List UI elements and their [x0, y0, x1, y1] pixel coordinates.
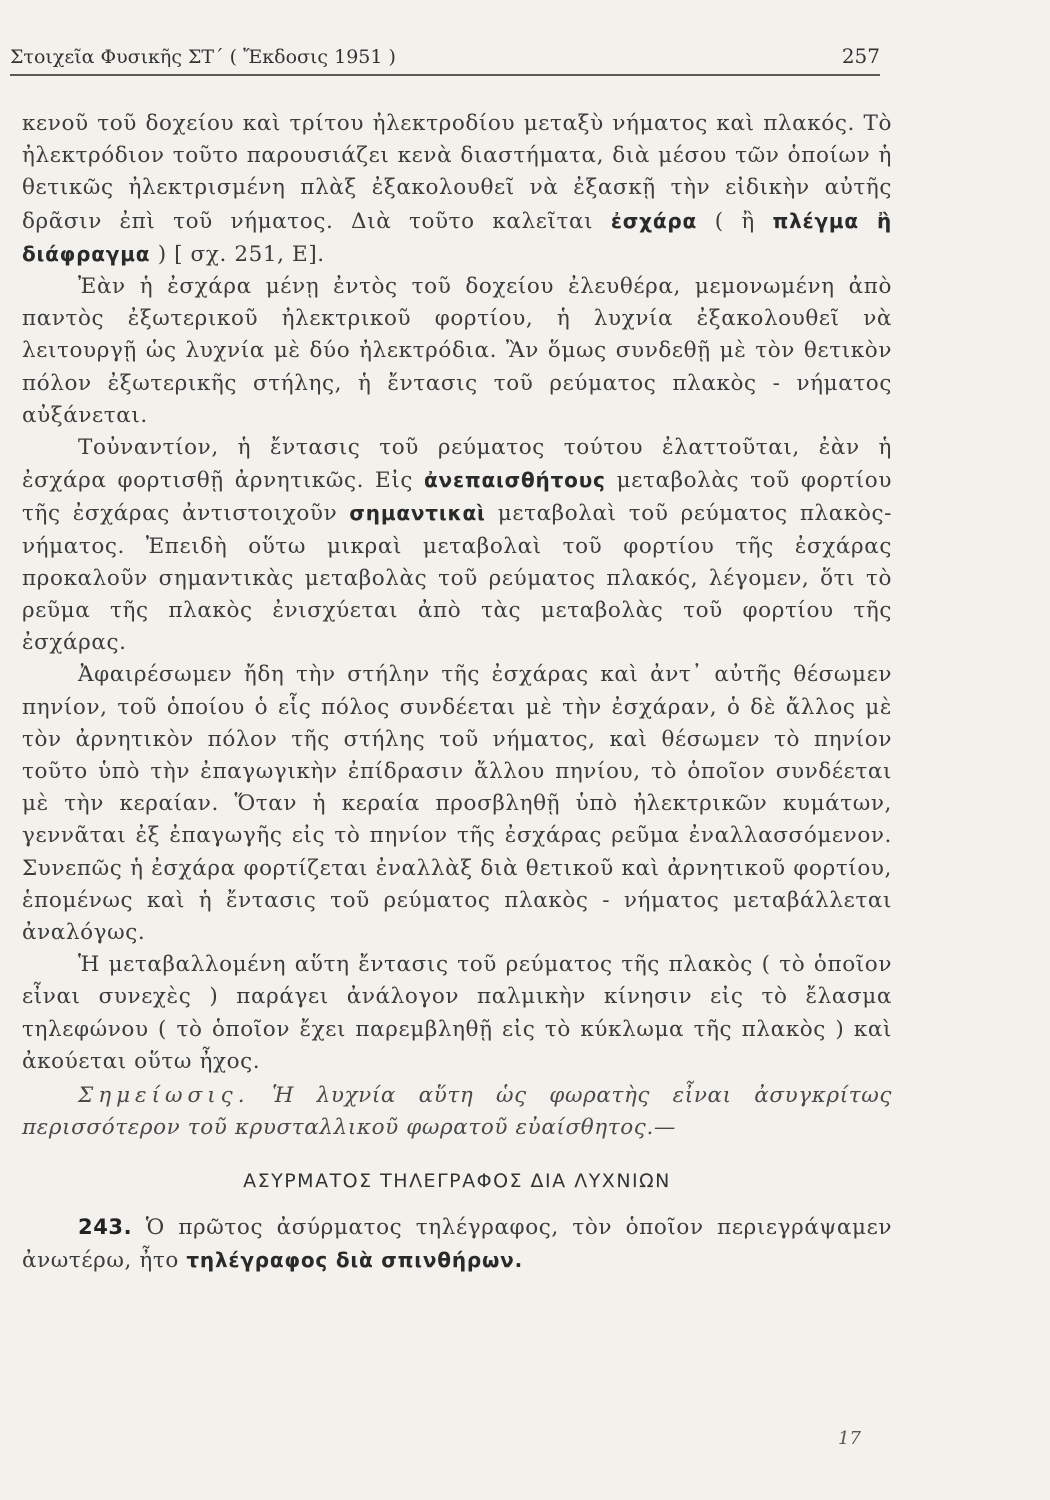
paragraph-text: κενοῦ τοῦ δοχείου καὶ τρίτου ἠλεκτροδίου μεταξὺ νήματος καὶ πλακός. Τὸ ἠλεκτρόδιον τοῦτο παρουσιάζει κενὰ διαστήματα, διὰ μέσου τῶν ὁποίων ἡ θετικῶς ἠλεκτρισμένη πλὰξ ἐξακολουθεῖ νὰ ἐξασκῇ τὴν εἰδικὴν αὐτῆς δρᾶσιν ἐπὶ τοῦ νήματος. Διὰ τοῦτο καλεῖται: [22, 111, 892, 234]
body-text: [22, 108, 892, 1277]
paragraph-text: ( ἢ: [697, 208, 773, 234]
paragraph-text: ) [ σχ. 251, Ε].: [150, 241, 325, 267]
paragraph-5: Ἡ μεταβαλλομένη αὕτη ἔντασις τοῦ ρεύματος τῆς πλακὸς ( τὸ ὁποῖον εἶναι συνεχὲς ) παράγει ἀνάλογον παλμικὴν κίνησιν εἰς τὸ ἔλασμα τηλεφώνου ( τὸ ὁποῖον ἔχει παρεμβληθῇ εἰς τὸ κύκλωμα τῆς πλακὸς ) καὶ ἀκούεται οὕτω ἦχος.: [22, 952, 892, 1074]
bold-term-plegma: πλέγμα ἢ διάφραγμα: [22, 208, 892, 266]
paragraph-4: Ἀφαιρέσωμεν ἤδη τὴν στήλην τῆς ἐσχάρας καὶ ἀντ᾽ αὐτῆς θέσωμεν πηνίον, τοῦ ὁποίου ὁ εἷς πόλος συνδέεται μὲ τὴν ἐσχάραν, ὁ δὲ ἄλλος μὲ τὸν ἀρνητικὸν πόλον τῆς στήλης τοῦ νήματος, καὶ θέσωμεν τὸ πηνίον τοῦτο ὑπὸ τὴν ἐπαγωγικὴν ἐπίδρασιν ἄλλου πηνίου, τὸ ὁποῖον συνδέεται μὲ τὴν κεραίαν. Ὅταν ἡ κεραία προσβληθῇ ὑπὸ ἠλεκτρικῶν κυμάτων, γεννᾶται ἐξ ἐπαγωγῆς εἰς τὸ πηνίον τῆς ἐσχάρας ρεῦμα ἐναλλασσόμενον. Συνεπῶς ἡ ἐσχάρα φορτίζεται ἐναλλὰξ διὰ θετικοῦ καὶ ἀρνητικοῦ φορτίου, ἑπομένως καὶ ἡ ἔντασις τοῦ ρεύματος πλακὸς - νήματος μεταβάλλεται ἀναλόγως.: [22, 662, 892, 946]
page-number: 257: [841, 44, 880, 68]
section-heading: ΑΣΥΡΜΑΤΟΣ ΤΗΛΕΓΡΑΦΟΣ ΔΙΑ ΛΥΧΝΙΩΝ: [243, 1169, 671, 1192]
bold-term-spinthiron: τηλέγραφος διὰ σπινθήρων.: [186, 1247, 523, 1272]
section-paragraph: [22, 1211, 892, 1277]
signature-mark: 17: [838, 1428, 861, 1449]
paragraph-text: μεταβολαὶ τοῦ ρεύματος πλακὸς-νήματος. Ἐπειδὴ οὕτω μικραὶ μεταβολαὶ τοῦ φορτίου τῆς ἐσχάρας προκαλοῦν σημαντικὰς μεταβολὰς τοῦ ρεύματος πλακός, λέγομεν, ὅτι τὸ ρεῦμα τῆς πλακὸς ἐνισχύεται ἀπὸ τὰς μεταβολὰς τοῦ φορτίου τῆς ἐσχάρας.: [22, 501, 892, 656]
paragraph-text: Τοὐναντίον, ἡ ἔντασις τοῦ ρεύματος τούτου ἐλαττοῦται, ἐὰν ἡ ἐσχάρα φορτισθῇ ἀρνητικῶς. Εἰς: [22, 435, 892, 494]
paragraph-3: [22, 432, 892, 659]
paragraph-1: [22, 108, 892, 271]
bold-term-simantikai: σημαντικαὶ: [349, 501, 486, 526]
bold-term-eschara: ἐσχάρα: [610, 208, 698, 233]
note-label: Σημείωσις.: [78, 1083, 250, 1109]
running-title: Στοιχεῖα Φυσικῆς ΣΤ΄ ( Ἔκδοσις 1951 ): [10, 46, 396, 68]
paragraph-2: Ἐὰν ἡ ἐσχάρα μένῃ ἐντὸς τοῦ δοχείου ἐλευθέρα, μεμονωμένη ἀπὸ παντὸς ἐξωτερικοῦ ἠλεκτρικοῦ φορτίου, ἡ λυχνία ἐξακολουθεῖ νὰ λειτουργῇ ὡς λυχνία μὲ δύο ἠλεκτρόδια. Ἂν ὅμως συνδεθῇ μὲ τὸν θετικὸν πόλον ἐξωτερικῆς στήλης, ἡ ἔντασις τοῦ ρεύματος πλακὸς - νήματος αὐξάνεται.: [22, 274, 892, 428]
paragraph-text: Ὁ πρῶτος ἀσύρματος τηλέγραφος, τὸν ὁποῖον περιεγράψαμεν ἀνωτέρω, ἦτο: [22, 1214, 892, 1273]
note-text: Ἡ λυχνία αὕτη ὡς φωρατὴς εἶναι ἀσυγκρίτως περισσότερον τοῦ κρυσταλλικοῦ φωρατοῦ εὐαίσθητος.—: [22, 1083, 892, 1141]
paragraph-number: 243.: [78, 1214, 133, 1239]
bold-term-anepaisthitous: ἀνεπαισθήτους: [423, 468, 606, 493]
note: [22, 1080, 892, 1144]
paragraph-text: μεταβολὰς τοῦ φορτίου τῆς ἐσχάρας ἀντιστοιχοῦν: [22, 468, 892, 527]
page-header: [10, 44, 880, 76]
